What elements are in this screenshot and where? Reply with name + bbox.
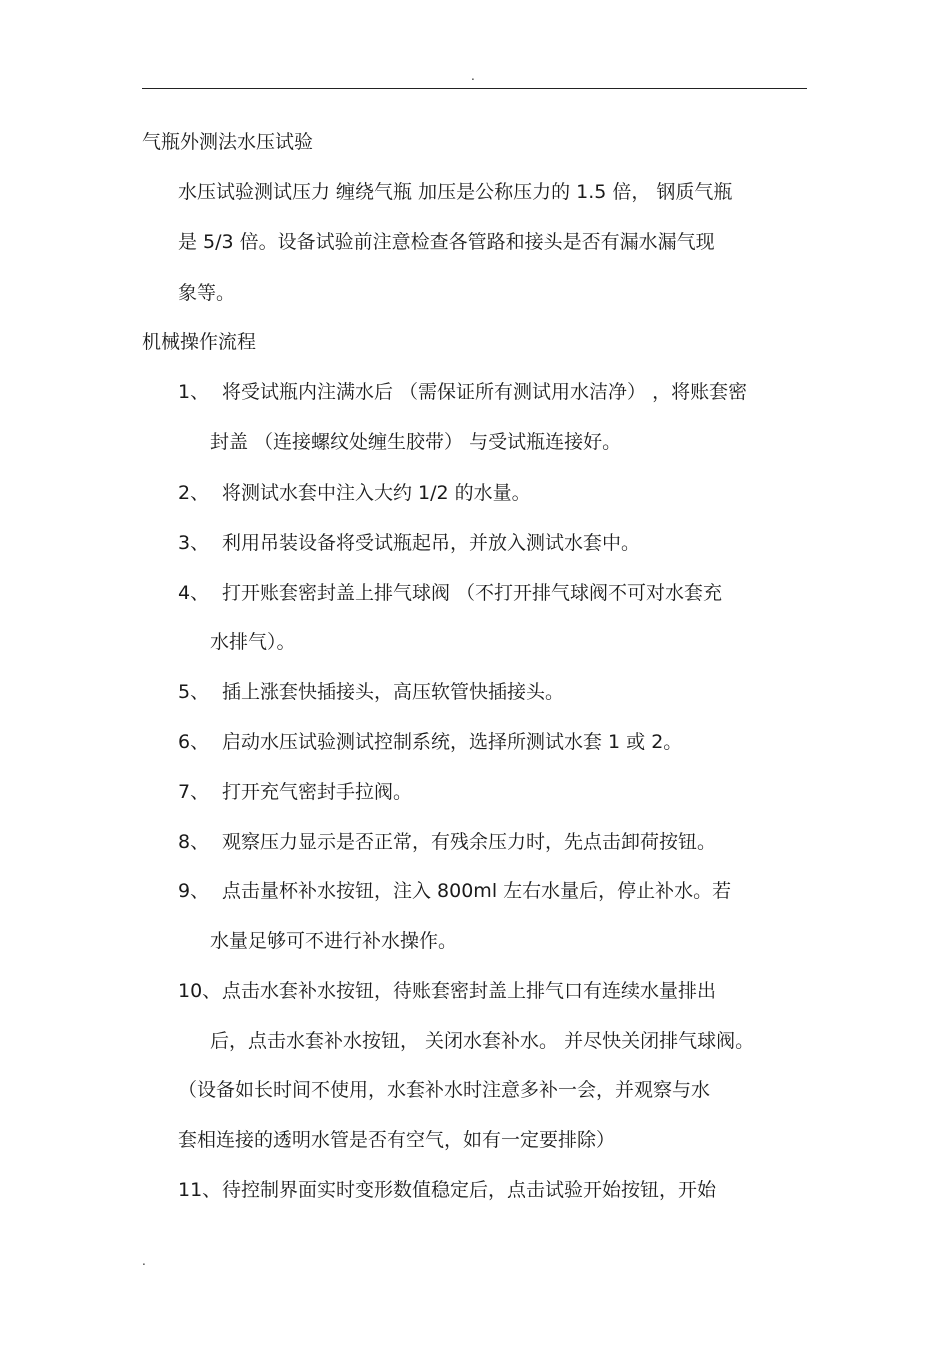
step-number: 5、 [178, 681, 210, 703]
step-number: 3、 [178, 532, 210, 554]
step-number: 8、 [178, 831, 210, 853]
step-text: 启动水压试验测试控制系统，选择所测试水套 1 或 2。 [222, 731, 683, 753]
step-text: 将测试水套中注入大约 1/2 的水量。 [222, 482, 531, 504]
step-text: 水排气）。 [210, 631, 296, 653]
header-mark: . [471, 69, 475, 83]
section-title: 气瓶外测法水压试验 [142, 131, 314, 153]
step-number: 10、 [178, 980, 222, 1002]
step-text: 插上涨套快插接头，高压软管快插接头。 [222, 681, 565, 703]
step-text: 封盖 （连接螺纹处缠生胶带） 与受试瓶连接好。 [210, 431, 622, 453]
step-number: 11、 [178, 1179, 222, 1201]
step-text: 利用吊装设备将受试瓶起吊，并放入测试水套中。 [222, 532, 641, 554]
paragraph-line: 象等。 [178, 282, 236, 304]
step-number: 2、 [178, 482, 210, 504]
step-number: 6、 [178, 731, 210, 753]
step-text: 打开账套密封盖上排气球阀 （不打开排气球阀不可对水套充 [222, 582, 723, 604]
paragraph-line: 是 5/3 倍。设备试验前注意检查各管路和接头是否有漏水漏气现 [178, 231, 715, 253]
note-text: （设备如长时间不使用，水套补水时注意多补一会，并观察与水 [178, 1079, 711, 1101]
step-number: 9、 [178, 880, 210, 902]
step-text: 后，点击水套补水按钮， 关闭水套补水。 并尽快关闭排气球阀。 [210, 1030, 755, 1052]
step-number: 7、 [178, 781, 210, 803]
step-text: 将受试瓶内注满水后 （需保证所有测试用水洁净） ，将账套密 [222, 381, 748, 403]
header-rule [142, 88, 807, 89]
step-number: 4、 [178, 582, 210, 604]
step-text: 待控制界面实时变形数值稳定后，点击试验开始按钮，开始 [222, 1179, 717, 1201]
step-text: 打开充气密封手拉阀。 [222, 781, 413, 803]
footer-mark: . [142, 1254, 146, 1268]
step-text: 点击量杯补水按钮，注入 800ml 左右水量后，停止补水。若 [222, 880, 732, 902]
note-text: 套相连接的透明水管是否有空气，如有一定要排除） [178, 1129, 616, 1151]
step-text: 点击水套补水按钮，待账套密封盖上排气口有连续水量排出 [222, 980, 717, 1002]
step-text: 水量足够可不进行补水操作。 [210, 930, 458, 952]
section-title: 机械操作流程 [142, 331, 257, 353]
step-number: 1、 [178, 381, 210, 403]
paragraph-line: 水压试验测试压力 缠绕气瓶 加压是公称压力的 1.5 倍， 钢质气瓶 [178, 181, 733, 203]
step-text: 观察压力显示是否正常，有残余压力时，先点击卸荷按钮。 [222, 831, 717, 853]
